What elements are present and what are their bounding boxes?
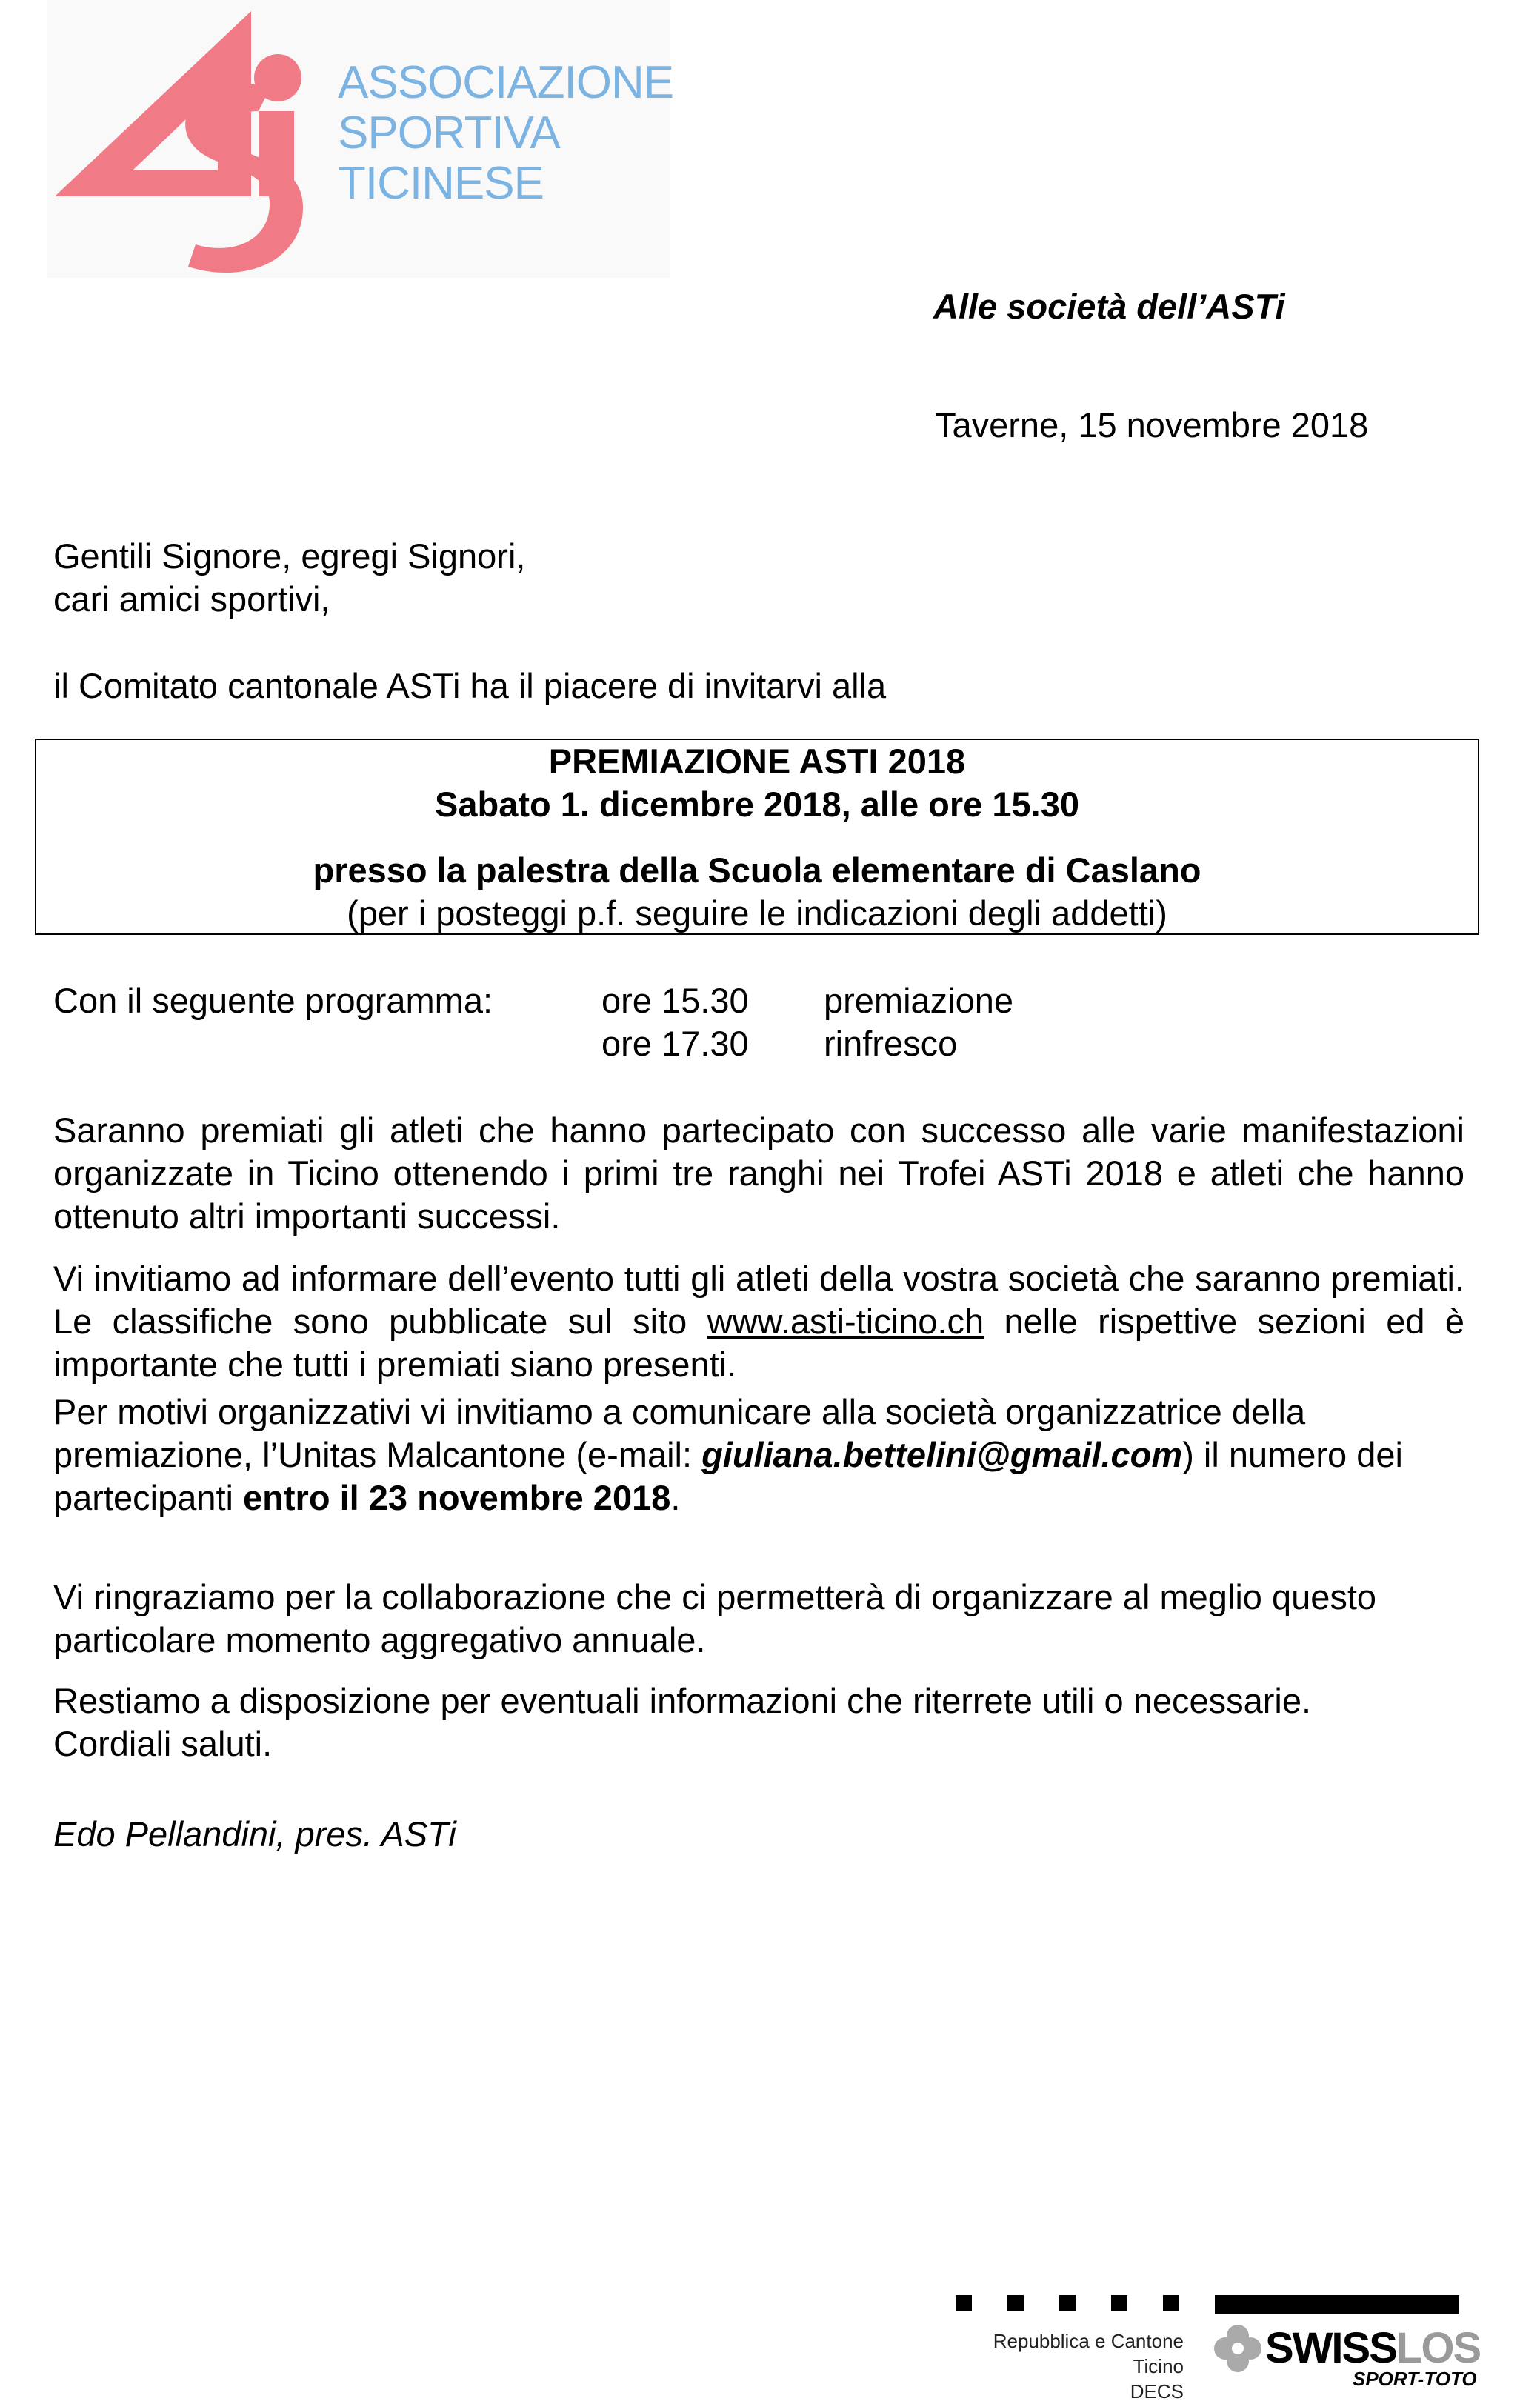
- programme-activity: premiazione: [824, 981, 1014, 1020]
- programme-label: Con il seguente programma:: [53, 981, 493, 1020]
- logo-line-1: ASSOCIAZIONE: [338, 57, 674, 108]
- paragraph-thanks: Vi ringraziamo per la collaborazione che ci permetterà di organizzare al meglio questo particolare momento aggregativo annuale.: [53, 1577, 1377, 1659]
- invite-text: il Comitato cantonale ASTi ha il piacere di invitarvi alla: [53, 666, 887, 705]
- registration-deadline: entro il 23 novembre 2018: [243, 1478, 671, 1517]
- registration-text-middle: ) il numero dei partecipanti: [53, 1435, 1403, 1517]
- programme-time: ore 17.30: [601, 1024, 749, 1063]
- event-box: [35, 739, 1479, 935]
- canton-name: Repubblica e Cantone Ticino: [993, 2330, 1184, 2377]
- greeting-line-1: Gentili Signore, egregi Signori,: [53, 536, 526, 576]
- email-address[interactable]: giuliana.bettelini@gmail.com: [701, 1435, 1183, 1474]
- registration-text-end: .: [670, 1478, 681, 1517]
- paragraph-inform: [53, 1257, 1464, 1386]
- event-place: presso la palestra della Scuola elementare di Caslano: [313, 850, 1201, 890]
- paragraph-registration: [53, 1391, 1464, 1519]
- logo-text: [338, 58, 673, 209]
- swisslos-swiss: SWISS: [1265, 2324, 1396, 2372]
- closing-line-1: Restiamo a disposizione per eventuali informazioni che riterrete utili o necessarie.: [53, 1681, 1312, 1720]
- closing-line-2: Cordiali saluti.: [53, 1724, 273, 1763]
- paragraph-inform-text: Vi invitiamo ad informare dell’evento tutti gli atleti della vostra società che saranno premiati. Le classifiche sono pubblicate sul sito: [53, 1259, 1464, 1341]
- paragraph-closing: [53, 1679, 1464, 1765]
- sport-toto-logo: SPORT-TOTO: [1353, 2368, 1477, 2390]
- paragraph-awards: Saranno premiati gli atleti che hanno partecipato con successo alle varie manifestazioni organizzate in Ticino ottenendo i primi tre ranghi nei Trofei ASTi 2018 e atleti che hanno ottenuto altri importanti successi.: [53, 1111, 1464, 1236]
- greeting: [53, 535, 1464, 621]
- canton-ticino-squares: [956, 2295, 1185, 2314]
- website-link[interactable]: www.asti-ticino.ch: [707, 1302, 984, 1341]
- programme-time: ore 15.30: [601, 981, 749, 1020]
- registration-text: Per motivi organizzativi vi invitiamo a comunicare alla società organizzatrice della premiazione, l’Unitas Malcantone (e-mail:: [53, 1392, 1306, 1474]
- event-parking: (per i posteggi p.f. seguire le indicazioni degli addetti): [347, 893, 1167, 933]
- signature: Edo Pellandini, pres. ASTi: [53, 1814, 456, 1854]
- swisslos-los: LOS: [1396, 2324, 1481, 2372]
- event-title: PREMIAZIONE ASTI 2018: [548, 742, 966, 781]
- letter-date: Taverne, 15 novembre 2018: [935, 405, 1369, 444]
- canton-department: DECS: [1130, 2380, 1184, 2403]
- logo-line-3: TICINESE: [338, 158, 544, 209]
- paragraph-inform-text-end: nelle rispettive sezioni ed è importante che tutti i premiati siano presenti.: [53, 1302, 1464, 1384]
- event-date: Sabato 1. dicembre 2018, alle ore 15.30: [435, 785, 1079, 824]
- clover-icon: [1212, 2323, 1264, 2374]
- recipient: Alle società dell’ASTi: [933, 287, 1285, 326]
- canton-ticino-logo: [954, 2328, 1184, 2404]
- programme-activity: rinfresco: [824, 1024, 958, 1063]
- swisslos-bar: [1215, 2295, 1459, 2314]
- greeting-line-2: cari amici sportivi,: [53, 579, 330, 619]
- logo-line-2: SPORTIVA: [338, 107, 560, 159]
- swisslos-logo: [1265, 2325, 1480, 2372]
